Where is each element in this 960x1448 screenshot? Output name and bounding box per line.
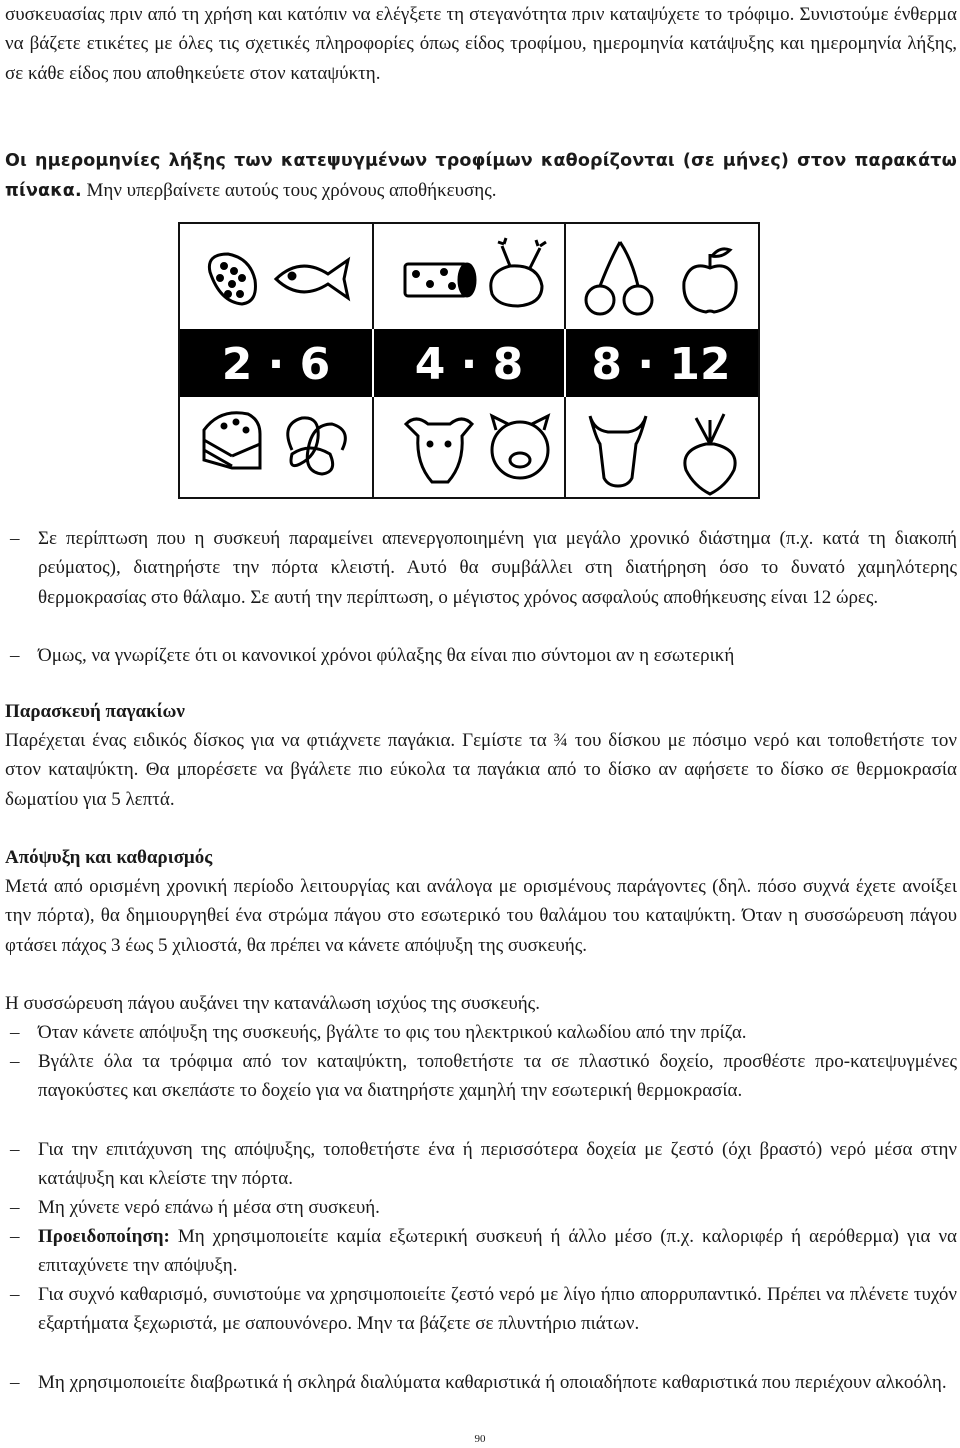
page-number: 90 bbox=[474, 1433, 486, 1445]
beetroot-icon bbox=[685, 414, 735, 494]
sheep-icon bbox=[406, 419, 472, 482]
bullet-dash: – bbox=[10, 1372, 20, 1393]
defrost-bullet-text-5: Για συχνό καθαρισμό, συνιστούμε να χρησιμοποιείτε ζεστό νερό με λίγο ήπιο απορρυπαντικό. Πρέπει να πλένετε τυχόν εξαρτήματα ξεχωριστά, με σαπουνόνερο. Μην τα βάζετε σε πλυντήριο πιάτων. bbox=[38, 1284, 957, 1335]
defrost-bullet-4 bbox=[5, 1193, 957, 1222]
bullet-dash: – bbox=[10, 1139, 20, 1160]
defrost-bullet-3 bbox=[5, 1135, 957, 1194]
defrost-bullet-text-6: Μη χρησιμοποιείτε διαβρωτικά ή σκληρά διαλύματα καθαριστικά ή οποιαδήποτε καθαριστικά που περιέχουν αλκοόλη. bbox=[38, 1372, 947, 1393]
storage-range-2-6: 2 · 6 bbox=[221, 339, 331, 390]
apple-icon bbox=[684, 249, 736, 312]
salami-icon bbox=[209, 254, 255, 304]
defrost-note: Η συσσώρευση πάγου αυξάνει την κατανάλωση ισχύος της συσκευής. bbox=[5, 993, 540, 1014]
freezer-storage-table bbox=[178, 222, 760, 499]
bullet-dash: – bbox=[10, 645, 20, 666]
power-bullet-text-2: Όμως, να γνωρίζετε ότι οι κανονικοί χρόνοι φύλαξης θα είναι πιο σύντομοι αν η εσωτερική bbox=[38, 645, 735, 666]
bullet-dash: – bbox=[10, 528, 20, 549]
fish-icon bbox=[276, 260, 348, 298]
warning-label: Προειδοποίηση: bbox=[38, 1226, 170, 1247]
pig-icon bbox=[492, 416, 548, 478]
ice-heading: Παρασκευή παγακίων bbox=[5, 701, 185, 722]
defrost-bullet-text-4: Μη χύνετε νερό επάνω ή μέσα στη συσκευή. bbox=[38, 1197, 380, 1218]
sausage-icon bbox=[405, 264, 475, 296]
cow-icon bbox=[590, 416, 646, 486]
bullet-dash: – bbox=[10, 1284, 20, 1305]
chicken-icon bbox=[491, 238, 546, 306]
bullet-dash: – bbox=[10, 1051, 20, 1072]
bullet-dash: – bbox=[10, 1197, 20, 1218]
storage-table-graphic bbox=[180, 224, 758, 497]
power-bullet-2 bbox=[5, 641, 957, 670]
bullet-dash: – bbox=[10, 1226, 20, 1247]
defrost-bullet-text-1: Όταν κάνετε απόψυξη της συσκευής, βγάλτε το φις του ηλεκτρικού καλωδίου από την πρίζα. bbox=[38, 1022, 747, 1043]
expiry-note-normal: Μην υπερβαίνετε αυτούς τους χρόνους αποθήκευσης. bbox=[81, 180, 497, 202]
power-bullet-text-1: Σε περίπτωση που η συσκευή παραμείνει απενεργοποιημένη για μεγάλο χρονικό διάστημα (π.χ. κατά τη διακοπή ρεύματος), διατηρήστε την πόρτα κλειστή. Αυτό θα συμβάλλει στη διατήρηση όσο το δυνατό χαμηλότερης θερμοκρασίας στο θάλαμο. Σε αυτή την περίπτωση, ο μέγιστος χρόνος ασφαλούς αποθήκευσης είναι 12 ώρες. bbox=[38, 528, 957, 608]
defrost-warning-bullet bbox=[5, 1222, 957, 1281]
defrost-bullet-2 bbox=[5, 1047, 957, 1106]
defrost-bullet-1 bbox=[5, 1018, 957, 1047]
power-bullet-1 bbox=[5, 524, 957, 612]
expiry-note bbox=[5, 146, 957, 207]
storage-range-4-8: 4 · 8 bbox=[414, 339, 524, 390]
intro-paragraph: συσκευασίας πριν από τη χρήση και κατόπιν να ελέγξετε τη στεγανότητα πριν καταψύχετε το τρόφιμο. Συνιστούμε ένθερμα να βάζετε ετικέτες με όλες τις σχετικές πληροφορίες όπως είδος τροφίμου, ημερομηνία κατάψυξης και ημερομηνία λήξης, σε κάθε είδος που αποθηκεύετε στον καταψύκτη. bbox=[5, 4, 957, 84]
defrost-bullet-6 bbox=[5, 1368, 957, 1397]
defrost-bullet-text-3: Για την επιτάχυνση της απόψυξης, τοποθετήστε ένα ή περισσότερα δοχεία με ζεστό (όχι βραστό) νερό μέσα στην κατάψυξη και κλείστε την πόρτα. bbox=[38, 1139, 957, 1190]
warning-body: Μη χρησιμοποιείτε καμία εξωτερική συσκευή ή άλλο μέσο (π.χ. καλοριφέρ ή αερόθερμα) για να επιταχύνετε την απόψυξη. bbox=[38, 1226, 957, 1277]
cake-icon bbox=[204, 413, 260, 468]
cherries-icon bbox=[586, 242, 652, 314]
defrost-bullet-5 bbox=[5, 1280, 957, 1339]
defrost-warning-text bbox=[38, 1222, 957, 1281]
ice-body: Παρέχεται ένας ειδικός δίσκος για να φτιάχνετε παγάκια. Γεμίστε τα ¾ του δίσκου με πόσιμο νερό και τοποθετήστε τον στον καταψύκτη. Θα μπορέσετε να βγάλετε πιο εύκολα τα παγάκια από το δίσκο αν αφήσετε το δίσκο σε θερμοκρασία δωματίου για 5 λεπτά. bbox=[5, 730, 957, 810]
defrost-heading: Απόψυξη και καθαρισμός bbox=[5, 847, 213, 868]
expiry-note-bold: Οι ημερομηνίες λήξης των κατεψυγμένων τροφίμων καθορίζονται (σε μήνες) στον παρακάτω πίνακα. bbox=[5, 151, 957, 202]
pretzel-icon bbox=[288, 418, 346, 474]
bullet-dash: – bbox=[10, 1022, 20, 1043]
defrost-bullet-text-2: Βγάλτε όλα τα τρόφιμα από τον καταψύκτη, τοποθετήστε τα σε πλαστικό δοχείο, προσθέστε προ-κατεψυγμένες παγοκύστες και σκεπάστε το δοχείο για να διατηρήστε χαμηλή την εσωτερική θερμοκρασία. bbox=[38, 1051, 957, 1102]
storage-range-8-12: 8 · 12 bbox=[591, 339, 731, 390]
defrost-body: Μετά από ορισμένη χρονική περίοδο λειτουργίας και ανάλογα με ορισμένους παράγοντες (δηλ. πόσο συχνά έχετε ανοίξει την πόρτα), θα δημιουργηθεί ένα στρώμα πάγου στο εσωτερικό του θαλάμου του καταψύκτη. Όταν η συσσώρευση πάγου φτάσει πάχος 3 έως 5 χιλιοστά, θα πρέπει να κάνετε απόψυξη της συσκευής. bbox=[5, 876, 957, 956]
